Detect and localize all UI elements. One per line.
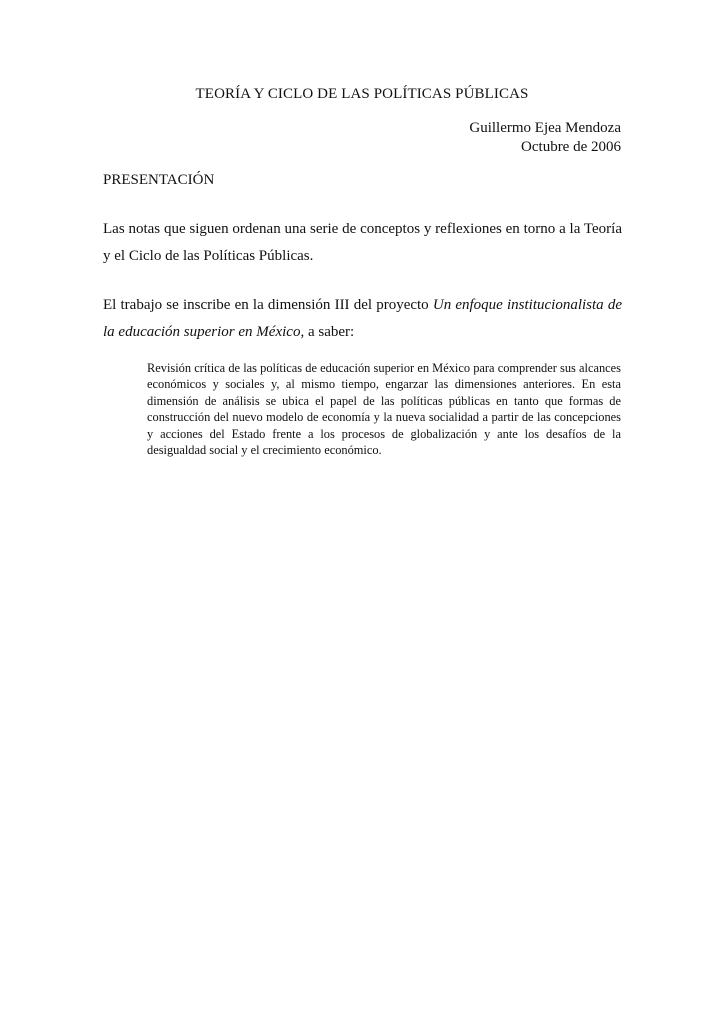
block-quote: Revisión crítica de las políticas de educación superior en México para comprender sus alcances económicos y sociales y, al mismo tiempo, engarzar las dimensiones anteriores. En esta dimensión de análisis se ubica el papel de las políticas públicas en tanto que formas de construcción del nuevo modelo de economía y la nueva socialidad a partir de las concepciones y acciones del Estado frente a los procesos de globalización y ante los desafíos de la desigualdad social y el crecimiento económico. (147, 361, 621, 458)
document-date: Octubre de 2006 (521, 139, 621, 155)
intro-paragraph: Las notas que siguen ordenan una serie de conceptos y reflexiones en torno a la Teoría y el Ciclo de las Políticas Públicas. (103, 221, 622, 264)
project-paragraph-tail: , a saber: (300, 324, 355, 340)
author-name: Guillermo Ejea Mendoza (469, 120, 621, 136)
author-block (469, 119, 621, 157)
project-title: Un enfoque institucionalista de la educación superior en México (103, 297, 622, 340)
project-paragraph (103, 292, 622, 346)
project-paragraph-lead: El trabajo se inscribe en la dimensión III del proyecto (103, 297, 433, 313)
section-heading: PRESENTACIÓN (103, 172, 215, 188)
document-title: TEORÍA Y CICLO DE LAS POLÍTICAS PÚBLICAS (195, 86, 529, 102)
